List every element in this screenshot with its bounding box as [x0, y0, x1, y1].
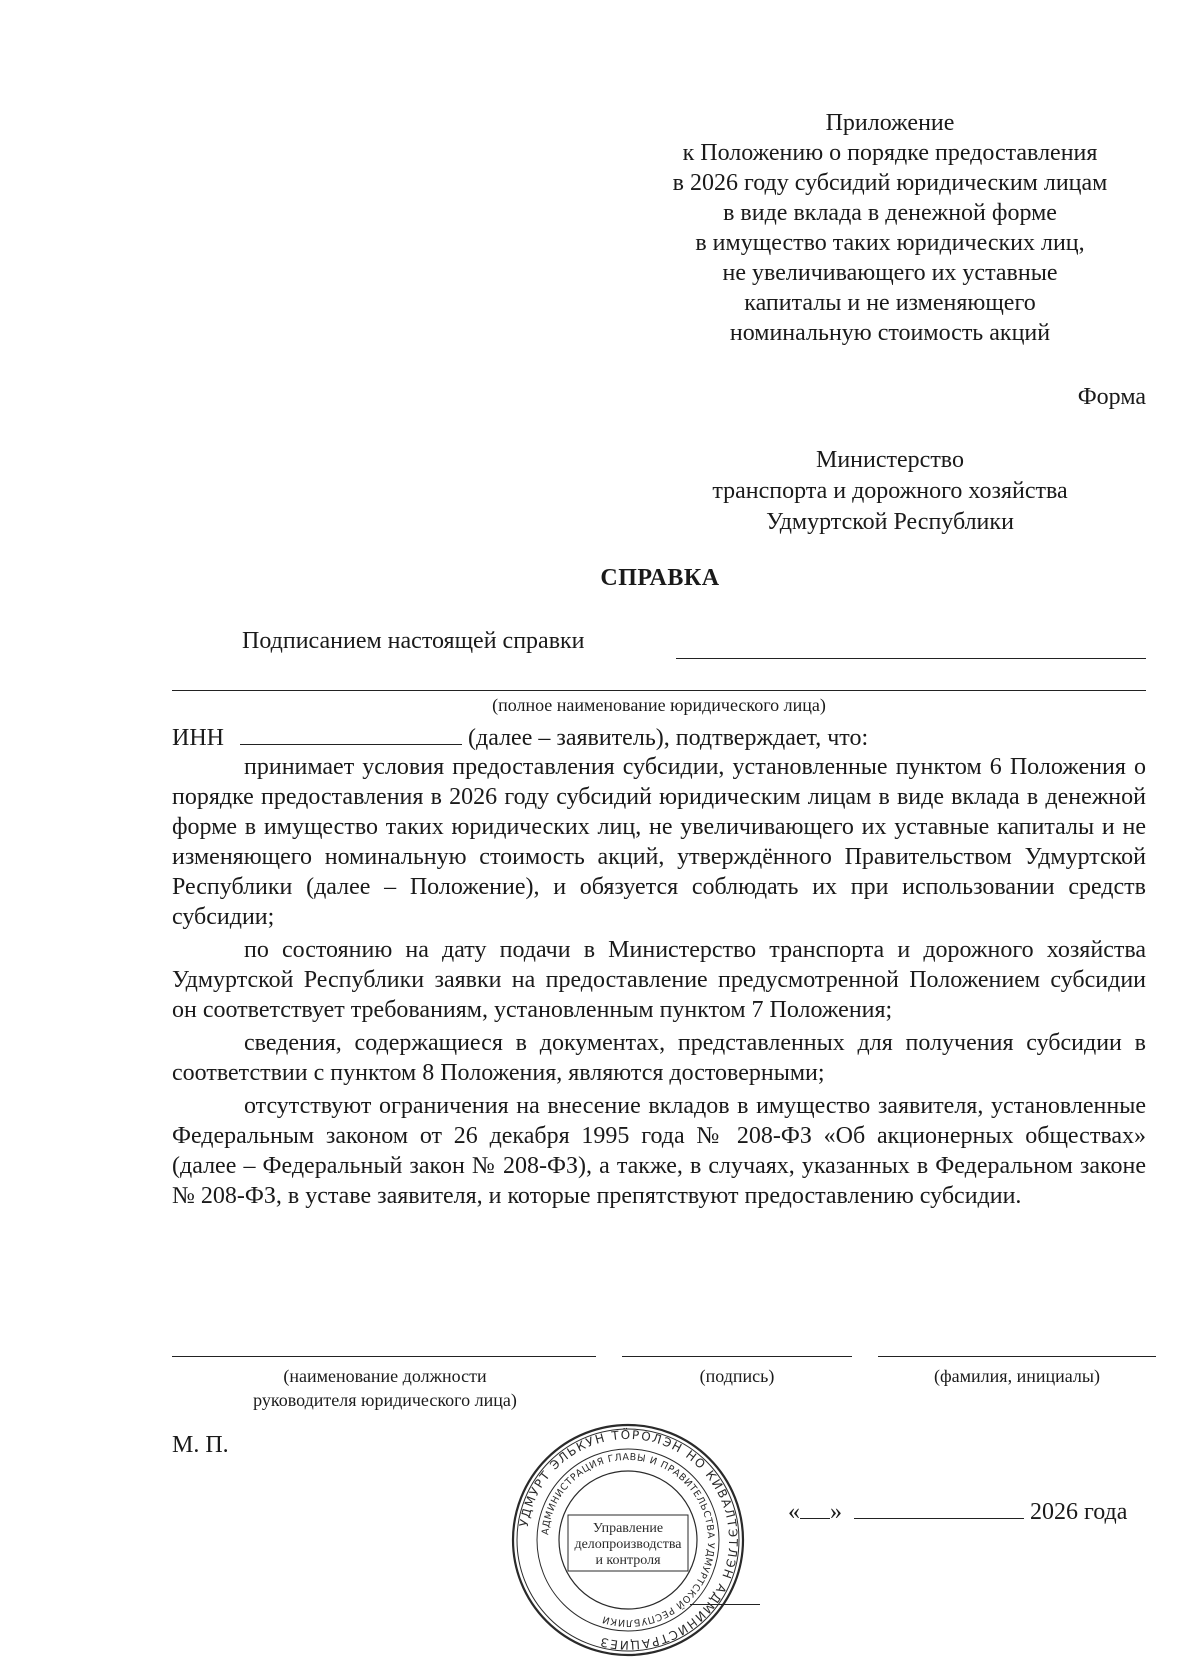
document-title: СПРАВКА [600, 565, 720, 591]
date-line [788, 1498, 1127, 1526]
recipient-line: транспорта и дорожного хозяйства [712, 478, 1068, 504]
name-caption: (фамилия, инициалы) [934, 1366, 1100, 1386]
annex-line: к Положению о порядке предоставления [682, 140, 1098, 166]
name-field[interactable] [878, 1356, 1156, 1357]
inn-field[interactable] [240, 722, 462, 745]
stamp-center-line: Управление [592, 1521, 664, 1536]
recipient-line: Удмуртской Республики [766, 509, 1014, 535]
recipient-block [660, 445, 1120, 538]
stamp-place-label: М. П. [172, 1432, 229, 1458]
date-year: 2026 года [1030, 1499, 1128, 1525]
signing-intro: Подписанием настоящей справки [242, 628, 585, 654]
statement-body [172, 752, 1146, 1211]
annex-line: в 2026 году субсидий юридическим лицам [672, 170, 1108, 196]
inn-line [172, 722, 868, 752]
annex-line: номинальную стоимость акций [729, 320, 1051, 346]
annex-line: не увеличивающего их уставные [722, 260, 1058, 286]
signature-caption: (подпись) [699, 1366, 775, 1386]
stamp-outer-text: УДМУРТ ЭЛЬКУН ТÖРОЛЭН НО КИВАЛТЭТЛЭН АДМИНИСТРАЦИЕЗ [516, 1427, 741, 1653]
position-caption [190, 1364, 580, 1412]
statement-paragraph: принимает условия предоставления субсидии, установленные пунктом 6 Положения о порядке предоставления в 2026 году субсидий юридическим лицам в виде вклада в денежной форме в имущество таких юридических лиц, не увеличивающего их уставные капиталы и не изменяющего номинальную стоимость акций, утверждённого Правительством Удмуртской Республики (далее – Положение), и обязуется соблюдать их при использовании средств субсидии; [172, 754, 1146, 930]
position-caption-line: (наименование должности [283, 1366, 487, 1386]
position-field[interactable] [172, 1356, 596, 1357]
form-label: Форма [1077, 384, 1146, 410]
signature-field[interactable] [622, 1356, 852, 1357]
legal-entity-name-field[interactable] [676, 658, 1146, 659]
date-open-quote: « [788, 1499, 800, 1525]
annex-line: Приложение [825, 110, 955, 136]
legal-entity-caption: (полное наименование юридического лица) [492, 695, 826, 715]
month-field[interactable] [854, 1498, 1024, 1519]
inn-rest: (далее – заявитель), подтверждает, что: [462, 725, 869, 751]
day-field[interactable] [800, 1498, 830, 1519]
legal-entity-name-field-line-2[interactable] [172, 690, 1146, 691]
stamp-center-line: делопроизводства [574, 1537, 682, 1552]
annex-line: капиталы и не изменяющего [744, 290, 1036, 316]
statement-paragraph: по состоянию на дату подачи в Министерство транспорта и дорожного хозяйства Удмуртской Республики заявки на предоставление предусмотренной Положением субсидии он соответствует требованиям, установленным пунктом 7 Положения; [172, 937, 1146, 1023]
inn-label: ИНН [172, 725, 224, 751]
recipient-line: Министерство [816, 447, 964, 473]
official-stamp [508, 1420, 748, 1660]
date-close-quote: » [830, 1499, 842, 1525]
stamp-middle-text: АДМИНИСТРАЦИЯ ГЛАВЫ И ПРАВИТЕЛЬСТВА УДМУРТСКОЙ РЕСПУБЛИКИ [540, 1451, 717, 1629]
annex-header [620, 108, 1160, 348]
statement-paragraph: отсутствуют ограничения на внесение вкладов в имущество заявителя, установленные Федеральным законом от 26 декабря 1995 года № 208-ФЗ «Об акционерных обществах» (далее – Федеральный закон № 208-ФЗ), а также, в случаях, указанных в Федеральном законе № 208-ФЗ, в уставе заявителя, и которые препятствуют предоставлению субсидии. [172, 1093, 1146, 1209]
annex-line: в виде вклада в денежной форме [723, 200, 1057, 226]
stamp-underline [690, 1604, 760, 1605]
statement-paragraph: сведения, содержащиеся в документах, представленных для получения субсидии в соответствии с пунктом 8 Положения, являются достоверными; [172, 1030, 1146, 1086]
stamp-center-line: и контроля [595, 1553, 661, 1568]
annex-line: в имущество таких юридических лиц, [695, 230, 1085, 256]
position-caption-line: руководителя юридического лица) [253, 1390, 517, 1410]
